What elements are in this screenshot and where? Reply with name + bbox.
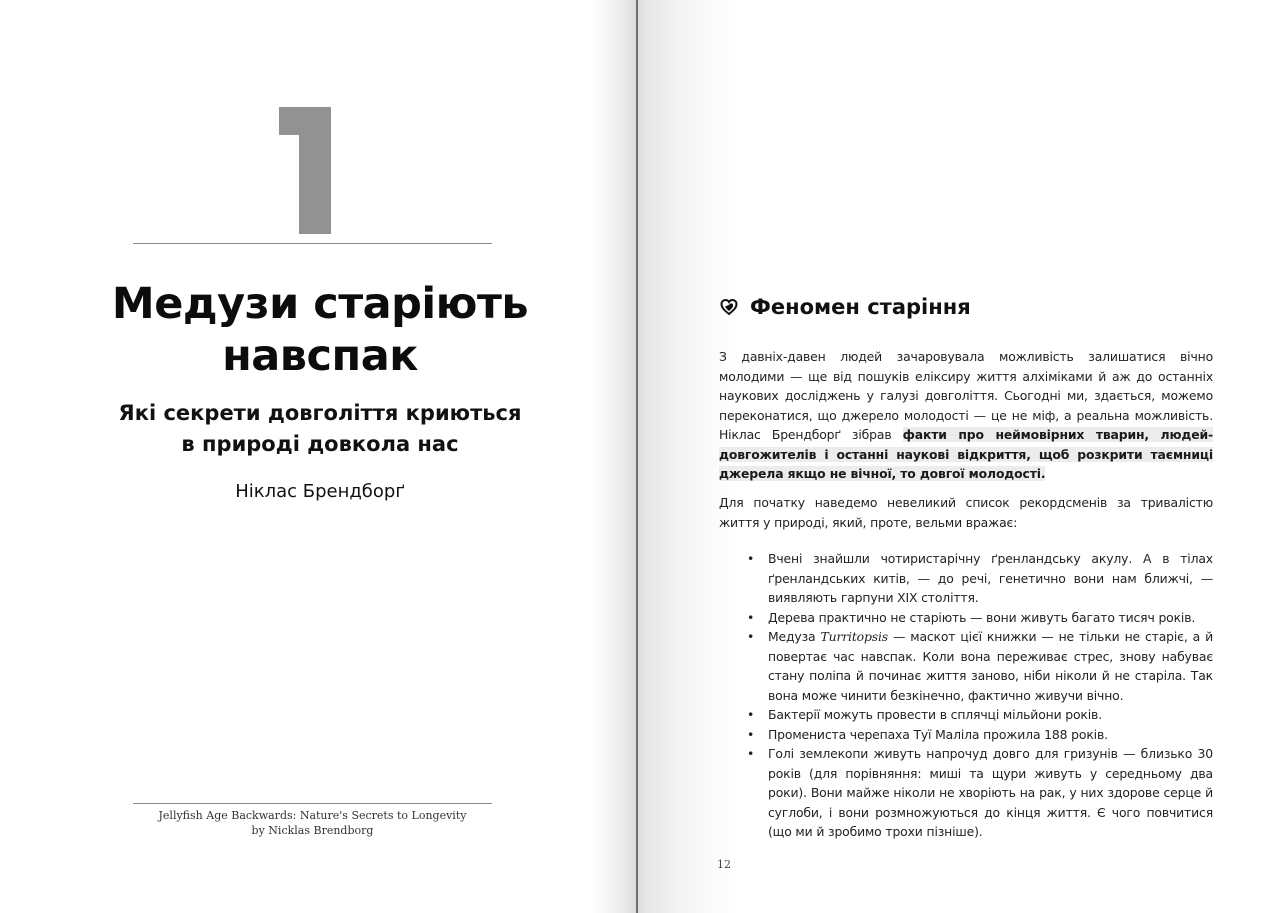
list-item: • Медуза Turritopsis — маскот цієї книжки — не тільки не старіє, а й повертає час навспак. Коли вона переживає стрес, знову набуває стану поліпа й починає життя заново, ніби ніколи й не старіла. Так вона може чинити безкінечно, фактично живучи вічно. — [747, 629, 1213, 703]
intro-text: З давніх-давен людей зачаровувала можливість залишатися вічно молодими — ще від пошуків еліксиру життя алхіміками й аж до останніх наукових досліджень у галузі довголіття. Сьогодні ми, здається, можемо переконатися, що джерело молодості — це не міф, а реальна можливість. Ніклас Брендборґ зібрав — [719, 349, 1213, 442]
heart-icon — [720, 298, 738, 316]
chapter-number-flag — [279, 107, 301, 135]
subtitle-line2: в природі довкола нас — [181, 432, 459, 456]
credit-line2: by Nicklas Brendborg — [251, 824, 374, 837]
section-heading-text: Феномен старіння — [750, 295, 971, 319]
credit-line1: Jellyfish Age Backwards: Nature's Secrets to Longevity — [158, 809, 467, 822]
highlighted-text: факти про неймовірних тварин, людей-довгожителів і останні наукові відкриття, щоб розкрити таємниці джерела якщо не вічної, то довгої молодості. — [719, 427, 1213, 481]
species-name: Turritopsis — [820, 629, 888, 644]
list-item: • Вчені знайшли чотиристарічну ґренландську акулу. А в тілах ґренландських китів, — до речі, генетично вони нам ближчі, — виявляють гарпуни XIX століття. — [747, 551, 1213, 605]
bottom-divider — [133, 803, 492, 804]
bullet-icon: • — [747, 707, 755, 722]
list-item: • Бактерії можуть провести в сплячці мільйони років. — [747, 705, 1213, 725]
subtitle-line1: Які секрети довголіття криються — [118, 401, 522, 425]
top-divider — [133, 243, 492, 244]
chapter-subtitle — [60, 398, 580, 460]
records-list — [747, 549, 1213, 842]
list-item: • Промениста черепаха Туї Маліла прожила 188 років. — [747, 725, 1213, 745]
original-title-credit — [100, 808, 525, 838]
bullet-icon: • — [747, 746, 755, 761]
bullet-icon: • — [747, 551, 755, 566]
intro-paragraph — [719, 347, 1213, 484]
page-number: 12 — [717, 858, 731, 871]
bullet-icon: • — [747, 609, 755, 625]
chapter-number-stem — [299, 107, 331, 234]
list-item: • Голі землекопи живуть напрочуд довго для гризунів — близько 30 років (для порівняння: миші та щури живуть у середньому два роки). Вони майже ніколи не хворіють на рак, у них здорове серце й суглоби, і вони розмножуються до кінця життя. Є чого повчитися (що ми й зробимо трохи пізніше). — [747, 746, 1213, 839]
section-heading — [720, 292, 971, 322]
bullet-icon: • — [747, 629, 755, 644]
chapter-title-line2: навспак — [222, 331, 418, 381]
list-intro-paragraph: Для початку наведемо невеликий список рекордсменів за тривалістю життя у природі, який, проте, вельми вражає: — [719, 495, 1213, 530]
list-item: • Дерева практично не старіють — вони живуть багато тисяч років. — [747, 608, 1213, 628]
left-page — [0, 0, 637, 913]
chapter-title — [60, 278, 580, 382]
chapter-number-graphic — [279, 107, 331, 234]
bullet-icon: • — [747, 726, 755, 742]
chapter-title-line1: Медузи старіють — [111, 279, 529, 329]
author-name: Ніклас Брендборґ — [235, 481, 405, 502]
